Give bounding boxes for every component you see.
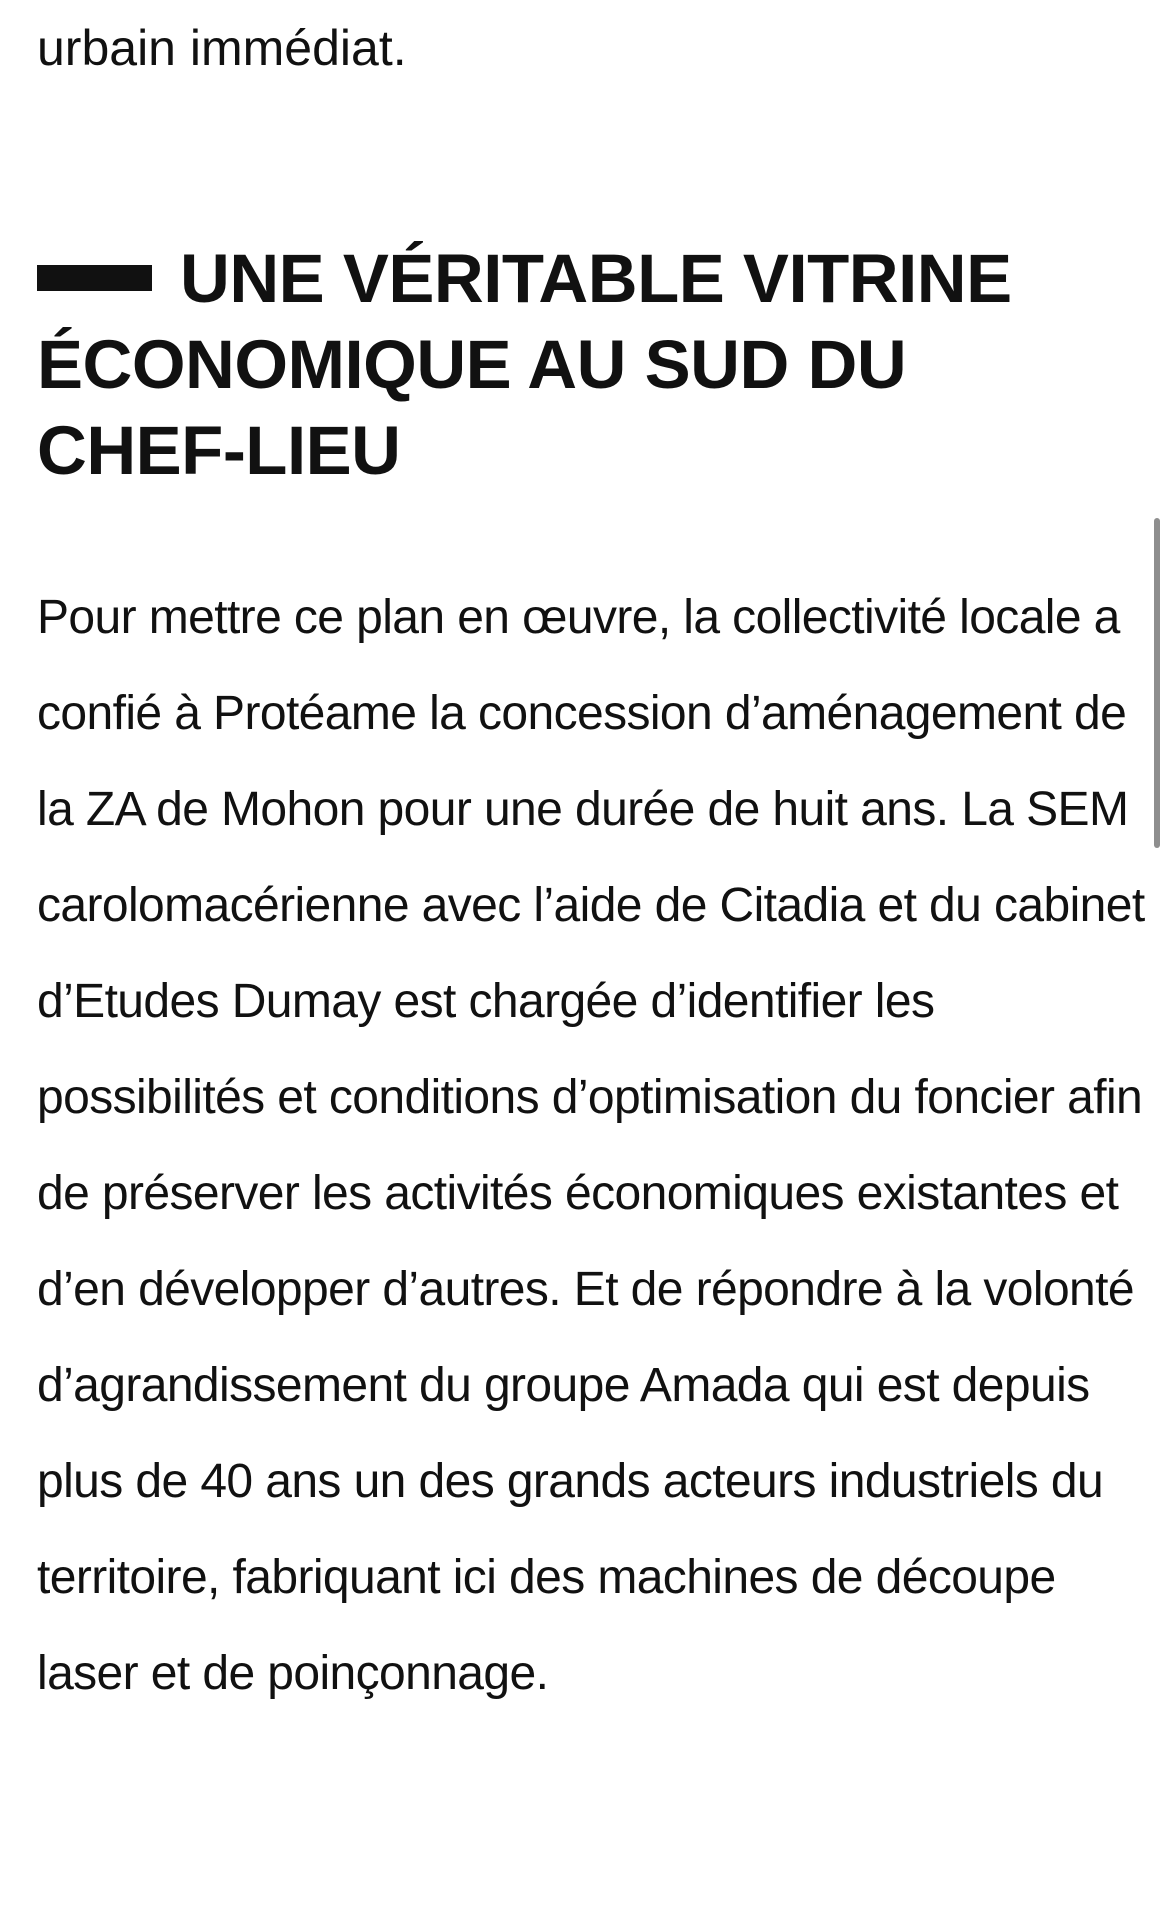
section-heading [37, 236, 1127, 494]
scrollbar[interactable] [1154, 518, 1160, 848]
section-heading-text: UNE VÉRITABLE VITRINE ÉCONOMIQUE AU SUD DU CHEF-LIEU [37, 240, 1012, 489]
heading-marker-bar [37, 265, 152, 291]
article-paragraph: Pour mettre ce plan en œuvre, la collectivité locale a confié à Protéame la concession d’aménagement de la ZA de Mohon pour une durée de huit ans. La SEM carolomacérienne avec l’aide de Citadia et du cabinet d’Etudes Dumay est chargée d’identifier les possibilités et conditions d’optimisation du foncier afin de préserver les activités économiques existantes et d’en développer d’autres. Et de répondre à la volonté d’agrandissement du groupe Amada qui est depuis plus de 40 ans un des grands acteurs industriels du territoire, fabriquant ici des machines de découpe laser et de poinçonnage. [37, 591, 1145, 1700]
previous-paragraph-end: urbain immédiat. [37, 20, 407, 76]
